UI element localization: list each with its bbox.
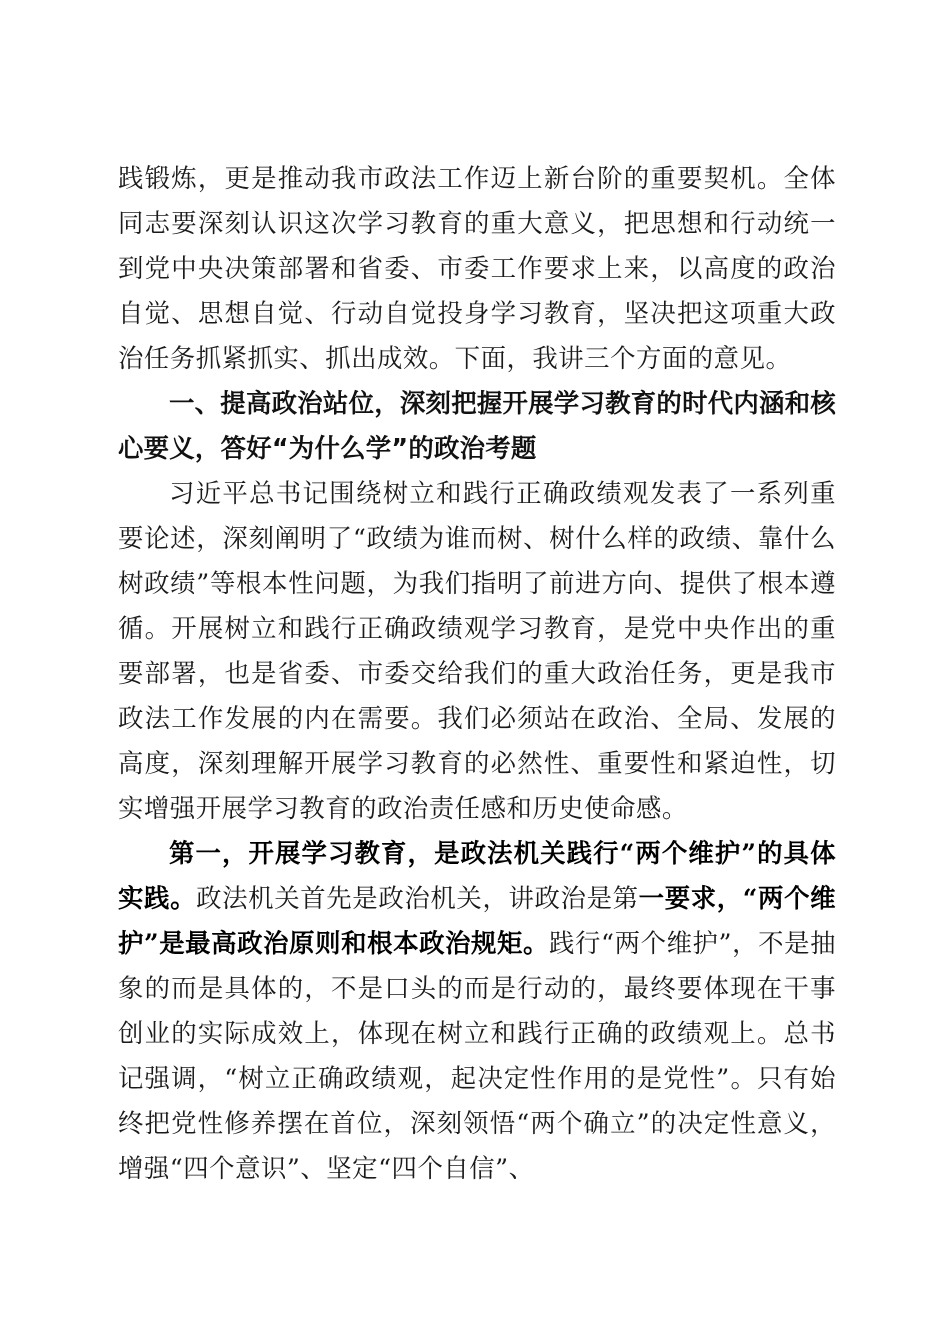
document-text-column (118, 156, 836, 1191)
point-one-regular-a: 政法机关首先是政治机关，讲政治是第 (196, 883, 639, 913)
paragraph-point-one (118, 831, 836, 1191)
section-heading-one: 一、提高政治站位，深刻把握开展学习教育的时代内涵和核心要义，答好“为什么学”的政治考题 (118, 388, 836, 463)
point-one-emphasis-bold: 一要求，“两个维护”是最高政治原则和根本政治规矩。 (118, 883, 837, 958)
paragraph-xi-jinping-remarks: 习近平总书记围绕树立和践行正确政绩观发表了一系列重要论述，深刻阐明了“政绩为谁而树、树什么样的政绩、靠什么树政绩”等根本性问题，为我们指明了前进方向、提供了根本遵循。开展树立和践行正确政绩观学习教育，是党中央作出的重要部署，也是省委、市委交给我们的重大政治任务，更是我市政法工作发展的内在需要。我们必须站在政治、全局、发展的高度，深刻理解开展学习教育的必然性、重要性和紧迫性，切实增强开展学习教育的政治责任感和历史使命感。 (118, 478, 836, 823)
paragraph-continuation: 践锻炼，更是推动我市政法工作迈上新台阶的重要契机。全体同志要深刻认识这次学习教育的重大意义，把思想和行动统一到党中央决策部署和省委、市委工作要求上来，以高度的政治自觉、思想自觉、行动自觉投身学习教育，坚决把这项重大政治任务抓紧抓实、抓出成效。下面，我讲三个方面的意见。 (118, 163, 836, 373)
point-one-regular-b: 践行“两个维护”，不是抽象的而是具体的，不是口头的而是行动的，最终要体现在干事创业的实际成效上，体现在树立和践行正确的政绩观上。总书记强调，“树立正确政绩观，起决定性作用的是党性”。只有始终把党性修养摆在首位，深刻领悟“两个确立”的决定性意义，增强“四个意识”、坚定“四个自信”、 (118, 928, 836, 1183)
point-one-lead-bold: 第一，开展学习教育，是政法机关践行“两个维护”的具体实践。 (118, 838, 836, 913)
